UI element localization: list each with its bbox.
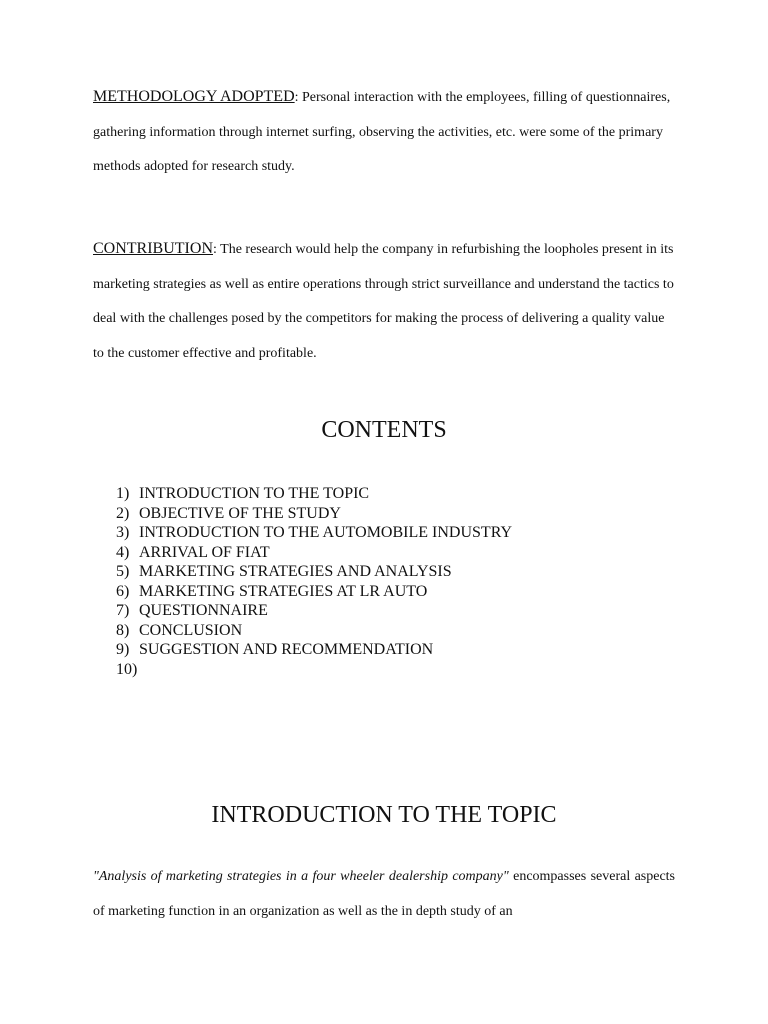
contents-item-label: SUGGESTION AND RECOMMENDATION [139,641,434,658]
contribution-text: The research would help the company in refurbishing the loopholes present in its marketing strategies as well as entire operations through strict surveillance and understand the tactics to deal with the challenges posed by the competitors for making the process of delivering a quality value to the customer effective and profitable. [93,242,674,361]
contents-item [116,582,512,602]
contents-item-number: 8) [116,621,130,639]
methodology-label: METHODOLOGY ADOPTED [93,88,295,105]
contents-item [116,504,512,524]
contents-item-label: ARRIVAL OF FIAT [139,543,270,561]
contents-item [116,601,512,621]
introduction-text: encompasses several aspects of marketing function in an organization as well as the in depth study of an [93,869,675,919]
contents-heading: CONTENTS [321,417,447,443]
contents-item-label: QUESTIONNAIRE [139,602,268,619]
contents-item [116,640,512,660]
contents-item [116,621,512,641]
methodology-paragraph [93,80,675,185]
contents-item [116,543,512,563]
methodology-separator: : [294,90,299,105]
contents-item-label: MARKETING STRATEGIES AT LR AUTO [139,582,428,600]
contents-item-number: 4) [116,543,130,561]
contents-item-label: MARKETING STRATEGIES AND ANALYSIS [139,563,452,580]
contents-item-number: 9) [116,641,130,658]
contents-item-label: OBJECTIVE OF THE STUDY [139,504,341,522]
contents-list [116,484,512,679]
contents-item [116,660,512,680]
contents-item [116,562,512,582]
contribution-label: CONTRIBUTION [93,240,213,257]
contents-item-number: 1) [116,485,130,502]
introduction-quote: "Analysis of marketing strategies in a four wheeler dealership company" [93,869,509,884]
contents-item-label: INTRODUCTION TO THE TOPIC [139,485,370,502]
introduction-paragraph [93,860,675,929]
methodology-text: Personal interaction with the employees, filling of questionnaires, gathering information through internet surfing, observing the activities, etc. were some of the primary methods adopted for research study. [93,90,671,174]
contents-item-number: 6) [116,582,130,600]
contents-item-number: 3) [116,524,130,541]
introduction-heading: INTRODUCTION TO THE TOPIC [211,802,557,828]
contribution-separator: : [213,242,217,257]
contents-item-number: 2) [116,504,130,522]
contents-item [116,484,512,504]
contribution-paragraph [93,232,675,371]
contents-item-number: 7) [116,602,130,619]
contents-item-label: INTRODUCTION TO THE AUTOMOBILE INDUSTRY [139,524,513,541]
contents-item-number: 10) [116,660,138,678]
contents-item-label: CONCLUSION [139,621,243,639]
contents-item-number: 5) [116,563,130,580]
contents-item [116,523,512,543]
